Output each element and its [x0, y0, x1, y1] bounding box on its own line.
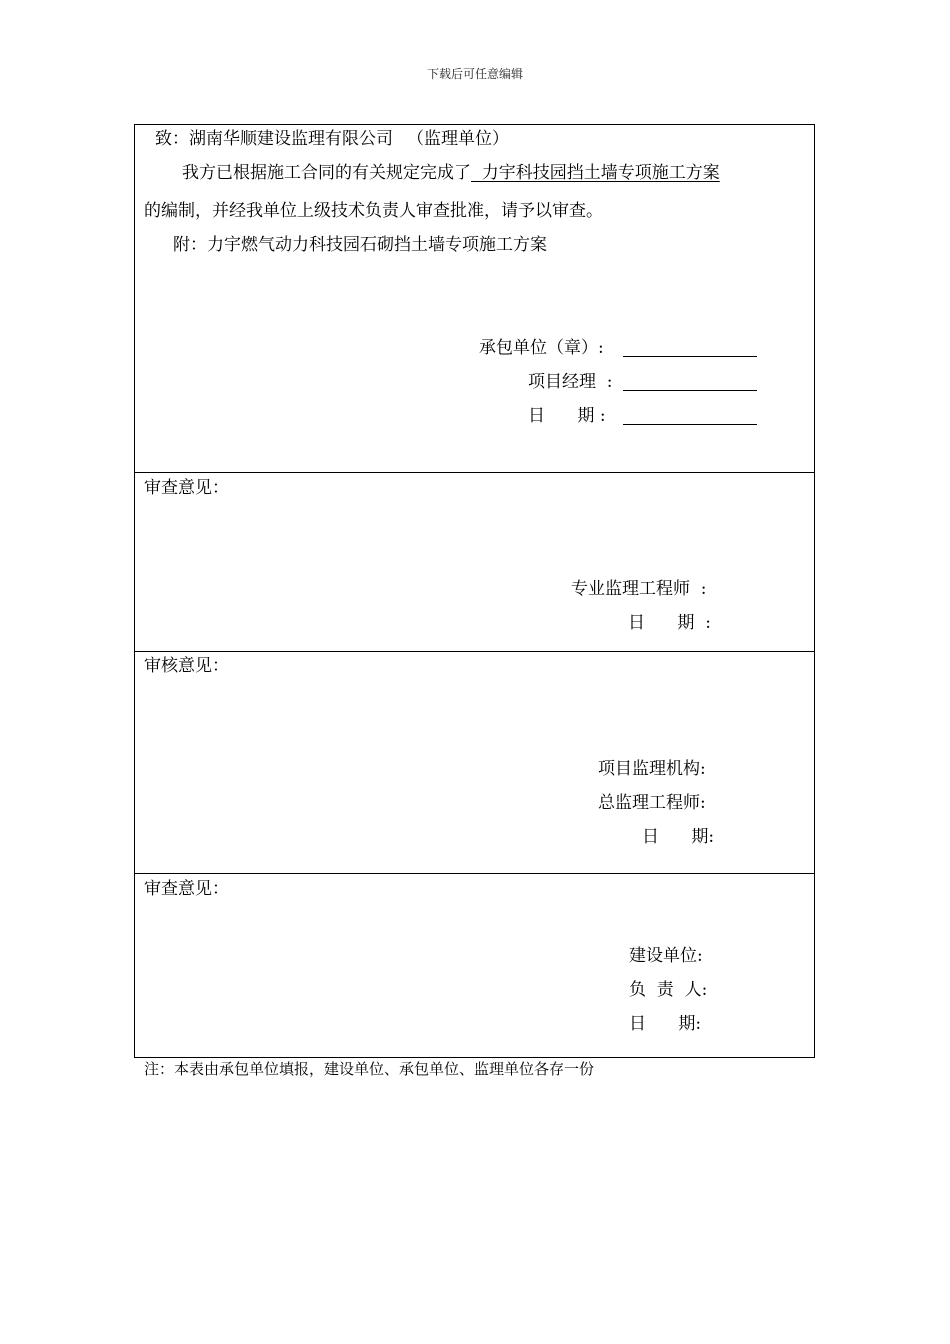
contractor-seal-label: 承包单位（章）: — [479, 338, 604, 358]
review-opinion-section — [135, 472, 814, 651]
body-line-1 — [182, 162, 720, 184]
chief-engineer-label: 总监理工程师: — [598, 793, 706, 813]
specialist-engineer-label: 专业监理工程师 : — [571, 579, 707, 599]
owner-review-heading: 审查意见： — [144, 879, 229, 899]
supervisor-role: （监理单位） — [407, 129, 509, 149]
addressee-line — [155, 128, 509, 150]
attachment-line: 附：力宇燃气动力科技园石砌挡土墙专项施工方案 — [173, 235, 547, 255]
plan-name: 力宇科技园挡土墙专项施工方案 — [471, 163, 720, 183]
audit-opinion-section — [135, 651, 814, 873]
project-manager-signature-line — [623, 390, 757, 391]
submission-date-line — [623, 424, 757, 425]
supervision-org-label: 项目监理机构: — [598, 759, 706, 779]
form-footnote: 注：本表由承包单位填报，建设单位、承包单位、监理单位各存一份 — [144, 1060, 595, 1078]
audit-opinion-heading: 审核意见： — [144, 656, 229, 676]
submission-date-label: 日 期 : — [528, 406, 606, 426]
owner-date-label: 日 期: — [629, 1014, 702, 1034]
responsible-person-label: 负 责 人: — [629, 980, 708, 1000]
owner-unit-label: 建设单位: — [629, 946, 703, 966]
submission-form-table — [134, 124, 815, 1058]
audit-date-label: 日 期: — [642, 827, 715, 847]
owner-review-section — [135, 873, 814, 1057]
contractor-signature-line — [623, 356, 757, 357]
body-line-2: 的编制，并经我单位上级技术负责人审查批准，请予以审查。 — [144, 201, 603, 221]
review-opinion-heading: 审查意见： — [144, 478, 229, 498]
specialist-date-label: 日 期 : — [628, 613, 711, 633]
body-prefix: 我方已根据施工合同的有关规定完成了 — [182, 163, 471, 183]
supervisor-company: 湖南华顺建设监理有限公司 — [189, 129, 393, 149]
to-label: 致： — [155, 129, 189, 149]
project-manager-label: 项目经理 : — [528, 372, 613, 392]
page-header-note: 下载后可任意编辑 — [426, 67, 523, 81]
submission-section — [135, 125, 814, 472]
